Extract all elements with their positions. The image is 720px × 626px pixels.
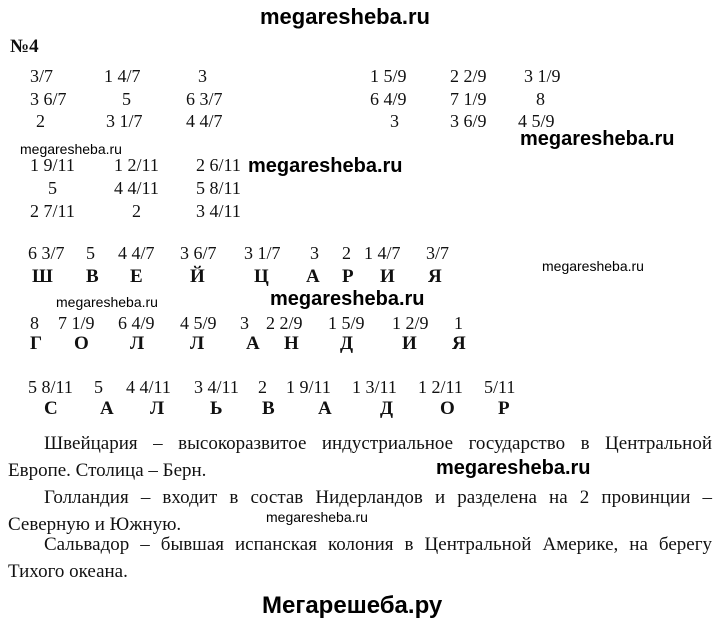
decode-number: 8: [30, 313, 39, 333]
decode-letter: С: [44, 398, 58, 419]
grid-cell: 3/7: [30, 66, 54, 86]
decode-number: 1: [454, 313, 463, 333]
paragraph-switzerland: [8, 430, 712, 484]
decode-letter: Ь: [210, 398, 223, 419]
decode-letter: О: [74, 333, 89, 354]
decode-letter: Я: [452, 333, 466, 354]
decode-number: 5 8/11: [28, 377, 73, 397]
decode-number: 5: [94, 377, 103, 397]
paragraph-text: Сальвадор – бывшая испанская колония в Центральной Америке, на берегу Тихого океана.: [8, 534, 712, 582]
decode-number: 6 3/7: [28, 243, 65, 263]
grid-cell: 3 6/9: [450, 111, 487, 131]
decode-letter: Р: [342, 266, 354, 287]
watermark-top: megaresheba.ru: [260, 4, 430, 29]
grid-cell: 3 1/7: [106, 111, 143, 131]
grid-cell: 3 1/9: [524, 66, 561, 86]
decode-letter: А: [100, 398, 114, 419]
decode-letter: Л: [190, 333, 205, 354]
decode-letter: А: [246, 333, 260, 354]
decode-letter: О: [440, 398, 455, 419]
watermark-small-left: megaresheba.ru: [20, 141, 122, 157]
decode-number: 3 4/11: [194, 377, 239, 397]
decode-letter: Л: [130, 333, 145, 354]
decode-letter: И: [380, 266, 395, 287]
grid-cell: 3 6/7: [30, 89, 67, 109]
decode-letter: Р: [498, 398, 510, 419]
grid-cell: 2: [36, 111, 45, 131]
task-number: №4: [10, 36, 39, 57]
grid-cell: 5: [122, 89, 131, 109]
decode-letter: Ц: [254, 266, 269, 287]
grid-cell: 3 4/11: [196, 201, 241, 221]
grid-cell: 3: [198, 66, 207, 86]
grid-cell: 5: [48, 178, 57, 198]
decode-letter: Й: [190, 266, 205, 287]
decode-number: 3 1/7: [244, 243, 281, 263]
decode-number: 1 3/11: [352, 377, 397, 397]
decode-number: 3: [310, 243, 319, 263]
decode-letter: Г: [30, 333, 43, 354]
grid-cell: 8: [536, 89, 545, 109]
grid-cell: 1 9/11: [30, 155, 75, 175]
decode-number: 4 5/9: [180, 313, 217, 333]
decode-number: 1 2/9: [392, 313, 429, 333]
grid-cell: 4 4/7: [186, 111, 223, 131]
grid-cell: 2 6/11: [196, 155, 241, 175]
grid-cell: 6 3/7: [186, 89, 223, 109]
decode-letter: Я: [428, 266, 442, 287]
watermark-small-right: megaresheba.ru: [542, 258, 644, 274]
decode-number: 5: [86, 243, 95, 263]
watermark-center-2: megaresheba.ru: [270, 288, 425, 310]
paragraph-holland: [8, 484, 712, 538]
paragraph-salvador: [8, 531, 712, 585]
watermark-center: megaresheba.ru: [248, 155, 403, 177]
grid-cell: 6 4/9: [370, 89, 407, 109]
decode-letter: А: [318, 398, 332, 419]
grid-cell: 1 4/7: [104, 66, 141, 86]
grid-cell: 2 7/11: [30, 201, 75, 221]
grid-cell: 2 2/9: [450, 66, 487, 86]
decode-letter: Н: [284, 333, 299, 354]
decode-letter: Л: [150, 398, 165, 419]
decode-number: 3 6/7: [180, 243, 217, 263]
paragraph-text: Голландия – входит в состав Нидерландов и разделена на 2 провинции – Северную и Южную.: [8, 487, 712, 535]
watermark-small-left-2: megaresheba.ru: [56, 294, 158, 310]
watermark-right-mid: megaresheba.ru: [520, 128, 675, 150]
decode-number: 6 4/9: [118, 313, 155, 333]
watermark-right-low: megaresheba.ru: [436, 457, 591, 479]
grid-cell: 3: [390, 111, 399, 131]
decode-number: 1 9/11: [286, 377, 331, 397]
decode-number: 1 4/7: [364, 243, 401, 263]
watermark-small-center: megaresheba.ru: [266, 509, 368, 525]
grid-cell: 4 4/11: [114, 178, 159, 198]
decode-number: 2: [342, 243, 351, 263]
decode-number: 7 1/9: [58, 313, 95, 333]
watermark-bottom: Мегарешеба.ру: [262, 592, 443, 619]
grid-cell: 2: [132, 201, 141, 221]
decode-number: 2 2/9: [266, 313, 303, 333]
paragraph-text: Швейцария – высокоразвитое индустриальное государство в Центральной Европе. Столица – Берн.: [8, 433, 712, 481]
grid-cell: 5 8/11: [196, 178, 241, 198]
decode-number: 3/7: [426, 243, 450, 263]
decode-letter: В: [86, 266, 99, 287]
grid-cell: 1 5/9: [370, 66, 407, 86]
decode-number: 4 4/7: [118, 243, 155, 263]
decode-letter: Е: [130, 266, 143, 287]
decode-number: 4 4/11: [126, 377, 171, 397]
grid-cell: 7 1/9: [450, 89, 487, 109]
decode-number: 2: [258, 377, 267, 397]
decode-letter: И: [402, 333, 417, 354]
decode-letter: Д: [340, 333, 354, 354]
grid-cell: 4 5/9: [518, 111, 555, 131]
decode-letter: Ш: [32, 266, 53, 287]
decode-number: 5/11: [484, 377, 516, 397]
decode-letter: Д: [380, 398, 394, 419]
decode-number: 1 2/11: [418, 377, 463, 397]
decode-number: 1 5/9: [328, 313, 365, 333]
decode-letter: В: [262, 398, 275, 419]
grid-cell: 1 2/11: [114, 155, 159, 175]
decode-letter: А: [306, 266, 320, 287]
decode-number: 3: [240, 313, 249, 333]
